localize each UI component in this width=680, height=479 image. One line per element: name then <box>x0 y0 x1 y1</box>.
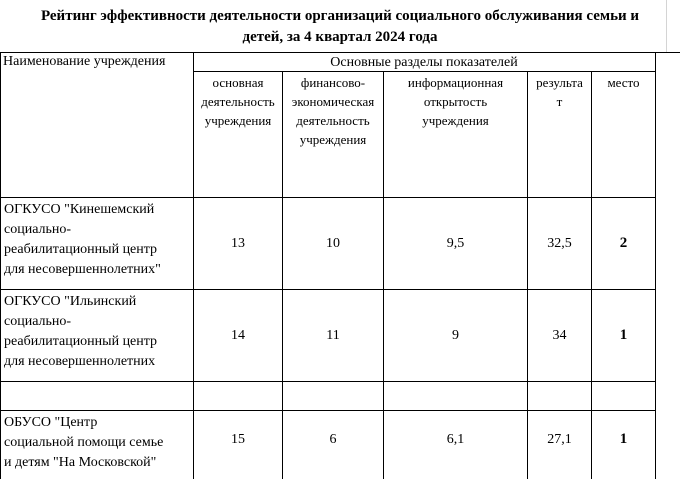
sections-header: Основные разделы показателей <box>330 55 518 70</box>
col-divider-4 <box>527 71 528 479</box>
col-header-openness: информационная открытость учреждения <box>407 75 504 128</box>
row-3-result: 27,1 <box>547 432 572 447</box>
header-bottom-border <box>0 197 655 198</box>
row-1-result: 32,5 <box>547 236 572 251</box>
row-3-place: 1 <box>619 431 628 447</box>
row-2-institution: ОГКУСО "Ильинский социально- реабилитационный центр для несовершеннолетних <box>4 294 158 369</box>
col-divider-3 <box>383 71 384 479</box>
col-divider-5 <box>591 71 592 479</box>
institution-header: Наименование учреждения <box>3 54 166 69</box>
title-line-1: Рейтинг эффективности деятельности организаций социального обслуживания семьи и <box>40 8 640 24</box>
row-1-institution: ОГКУСО "Кинешемский социально- реабилитационный центр для несовершеннолетних" <box>4 202 161 277</box>
sheet-gridline <box>666 0 667 52</box>
row-2-place: 1 <box>619 327 628 343</box>
col-header-result: результа т <box>536 75 583 109</box>
row-1-openness: 9,5 <box>446 236 465 251</box>
row-3-openness: 6,1 <box>446 432 465 447</box>
row-2-main-activity: 14 <box>231 328 245 343</box>
row-3-main-activity: 15 <box>231 432 245 447</box>
col-header-main-activity: основная деятельность учреждения <box>201 75 275 128</box>
row-2-bottom-border <box>0 381 655 382</box>
row-2-result: 34 <box>552 328 567 343</box>
title-line-2: детей, за 4 квартал 2024 года <box>242 29 438 45</box>
row-1-finance: 10 <box>326 236 340 251</box>
col-header-finance: финансово- экономическая деятельность учреждения <box>291 75 375 147</box>
col-header-place: место <box>607 75 640 90</box>
row-1-place: 2 <box>619 235 628 251</box>
table-border-right <box>655 52 656 479</box>
row-2-openness: 9 <box>452 328 459 343</box>
row-1-bottom-border <box>0 289 655 290</box>
row-1-main-activity: 13 <box>231 236 245 251</box>
table-border-left <box>0 52 1 479</box>
row-2-finance: 11 <box>326 328 340 343</box>
row-3-institution: ОБУСО "Центр социальной помощи семье и детям "На Московской" <box>4 415 164 470</box>
row-3-finance: 6 <box>329 432 337 447</box>
row-3-top-border <box>0 410 655 411</box>
